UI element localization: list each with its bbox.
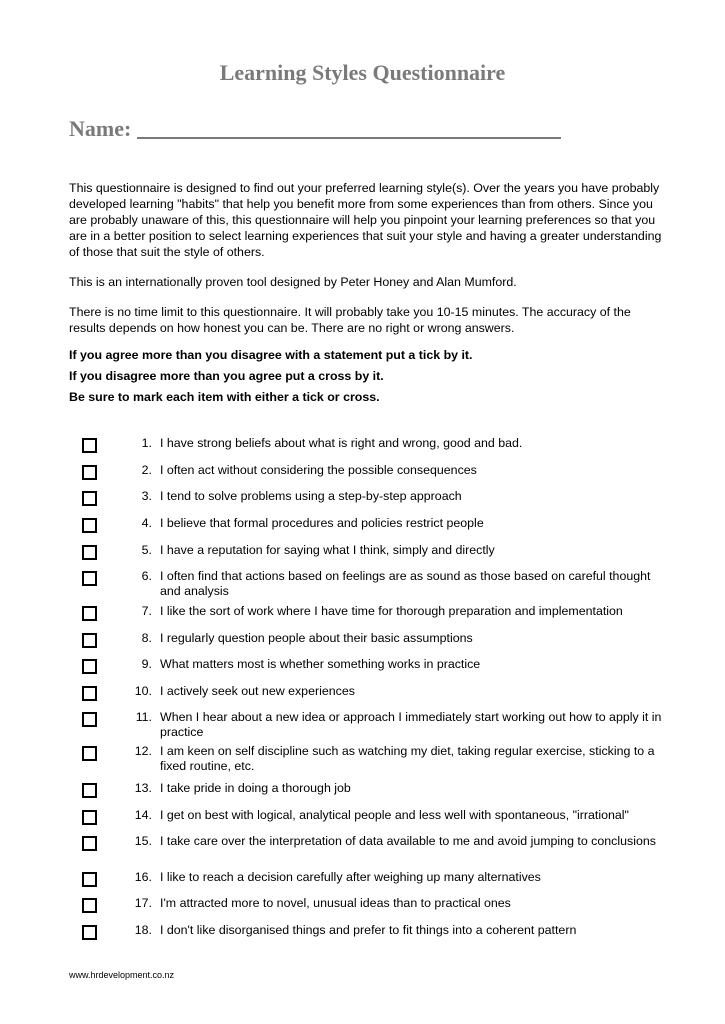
answer-checkbox[interactable] [82, 925, 97, 940]
question-number: 13. [134, 781, 152, 795]
question-number: 16. [134, 870, 152, 884]
page-title: Learning Styles Questionnaire [219, 60, 506, 85]
question-number: 3. [141, 489, 152, 503]
question-item [0, 923, 725, 953]
instruction-mark-all: Be sure to mark each item with either a tick or cross. [69, 390, 380, 404]
question-number: 10. [134, 684, 152, 698]
answer-checkbox[interactable] [82, 898, 97, 913]
answer-checkbox[interactable] [82, 836, 97, 851]
question-text: I tend to solve problems using a step-by-step approach [160, 489, 462, 503]
answer-checkbox[interactable] [82, 872, 97, 887]
question-text: I don't like disorganised things and prefer to fit things into a coherent pattern [160, 923, 577, 937]
question-text: I have a reputation for saying what I think, simply and directly [160, 543, 495, 557]
time-limit-paragraph: There is no time limit to this questionnaire. It will probably take you 10-15 minutes. The accuracy of the results depends on how honest you can be. There are no right or wrong answers. [69, 305, 631, 335]
question-text: I am keen on self discipline such as watching my diet, taking regular exercise, sticking to a fixed routine, etc. [160, 744, 655, 773]
intro-paragraph: This questionnaire is designed to find out your preferred learning style(s). Over the years you have probably developed learning "habits" that help you benefit more from some experiences than from others. Since you are probably unaware of this, this questionnaire will help you pinpoint your learning preferences so that you are in a better position to select learning experiences that suit your style and having a greater understanding of those that suit the style of others. [69, 181, 662, 259]
answer-checkbox[interactable] [82, 712, 97, 727]
question-number: 7. [141, 604, 152, 618]
question-item [0, 489, 725, 519]
question-text: I like the sort of work where I have time for thorough preparation and implementation [160, 604, 623, 618]
question-number: 4. [141, 516, 152, 530]
question-number: 12. [134, 744, 152, 758]
name-blank-line[interactable] [137, 115, 561, 139]
question-number: 1. [141, 436, 152, 450]
answer-checkbox[interactable] [82, 571, 97, 586]
question-text: I take pride in doing a thorough job [160, 781, 351, 795]
question-item [0, 896, 725, 926]
question-item [0, 657, 725, 687]
answer-checkbox[interactable] [82, 606, 97, 621]
question-number: 2. [141, 463, 152, 477]
question-number: 17. [134, 896, 152, 910]
question-number: 18. [134, 923, 152, 937]
question-text: When I hear about a new idea or approach I immediately start working out how to apply it in practice [160, 710, 662, 739]
proven-tool-paragraph: This is an internationally proven tool designed by Peter Honey and Alan Mumford. [69, 275, 517, 289]
answer-checkbox[interactable] [82, 810, 97, 825]
question-item [0, 604, 725, 634]
question-text: I have strong beliefs about what is right and wrong, good and bad. [160, 436, 523, 450]
question-item [0, 516, 725, 546]
answer-checkbox[interactable] [82, 686, 97, 701]
question-text: I believe that formal procedures and policies restrict people [160, 516, 484, 530]
question-number: 8. [141, 631, 152, 645]
answer-checkbox[interactable] [82, 659, 97, 674]
question-number: 9. [141, 657, 152, 671]
footer-url: www.hrdevelopment.co.nz [69, 970, 175, 980]
question-item [0, 834, 725, 864]
instruction-tick: If you agree more than you disagree with a statement put a tick by it. [69, 348, 473, 362]
question-number: 14. [134, 808, 152, 822]
question-item [0, 710, 725, 740]
question-text: What matters most is whether something works in practice [160, 657, 481, 671]
question-text: I regularly question people about their basic assumptions [160, 631, 473, 645]
question-text: I take care over the interpretation of data available to me and avoid jumping to conclusions [160, 834, 656, 848]
question-text: I actively seek out new experiences [160, 684, 355, 698]
answer-checkbox[interactable] [82, 491, 97, 506]
question-text: I like to reach a decision carefully after weighing up many alternatives [160, 870, 541, 884]
answer-checkbox[interactable] [82, 746, 97, 761]
question-text: I get on best with logical, analytical people and less well with spontaneous, "irrational" [160, 808, 629, 822]
name-field-row [69, 115, 561, 142]
answer-checkbox[interactable] [82, 633, 97, 648]
question-number: 6. [141, 569, 152, 583]
question-item [0, 569, 725, 599]
answer-checkbox[interactable] [82, 465, 97, 480]
question-item [0, 436, 725, 466]
question-text: I often find that actions based on feelings are as sound as those based on careful thought and analysis [160, 569, 651, 598]
question-number: 11. [135, 710, 152, 724]
question-number: 5. [141, 543, 152, 557]
question-item [0, 744, 725, 774]
answer-checkbox[interactable] [82, 545, 97, 560]
instruction-cross: If you disagree more than you agree put a cross by it. [69, 369, 384, 383]
answer-checkbox[interactable] [82, 518, 97, 533]
answer-checkbox[interactable] [82, 783, 97, 798]
question-text: I often act without considering the possible consequences [160, 463, 477, 477]
answer-checkbox[interactable] [82, 438, 97, 453]
question-item [0, 781, 725, 811]
question-text: I'm attracted more to novel, unusual ideas than to practical ones [160, 896, 511, 910]
name-label: Name: [69, 116, 132, 141]
question-number: 15. [134, 834, 152, 848]
